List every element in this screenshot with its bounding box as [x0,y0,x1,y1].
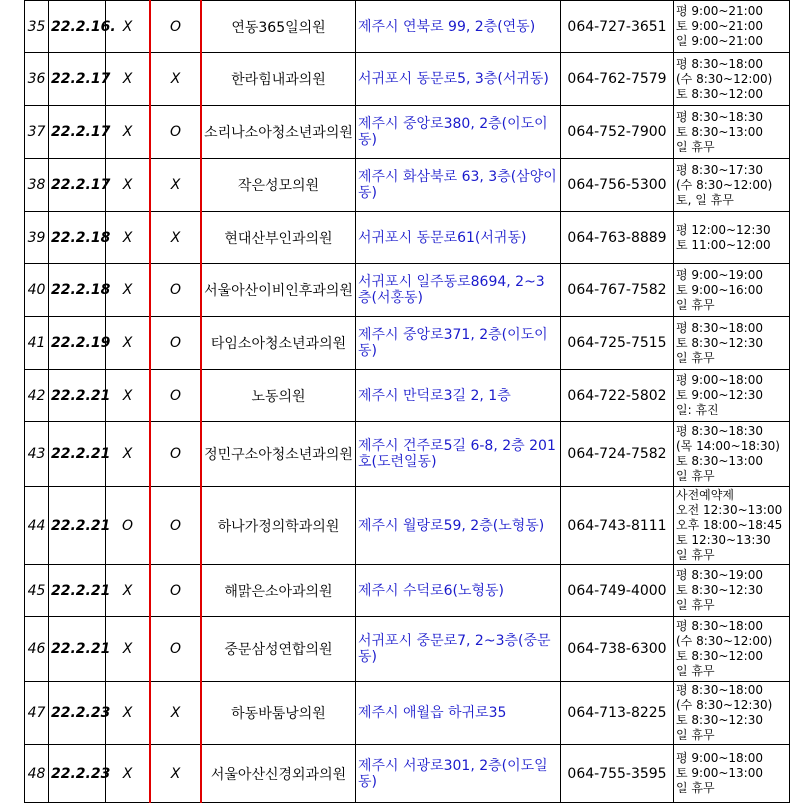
hours-line: (수 8:30~12:00) [676,71,773,86]
flag-b: O [150,1,201,53]
opening-hours [674,264,790,317]
table-row [25,370,790,422]
clinic-address: 서귀포시 동문로61(서귀동) [356,212,561,264]
hours-line: 일 휴무 [676,139,715,154]
hours-line: 토 9:00~21:00 [676,19,763,33]
clinic-name: 하동바툼낭의원 [201,682,356,745]
designation-date: 22.2.18 [49,264,106,317]
designation-date: 22.2.21 [49,565,106,617]
opening-hours [674,422,790,487]
hours-line: 토 9:00~12:30 [676,388,763,402]
opening-hours [674,317,790,370]
opening-hours [674,212,790,264]
hours-line: (수 8:30~12:00) [676,177,773,192]
flag-b: O [150,317,201,370]
hours-line: 일 휴무 [676,598,715,612]
clinic-name: 작은성모의원 [201,159,356,212]
hours-line: 토 8:30~12:00 [676,86,763,101]
opening-hours [674,745,790,803]
designation-date: 22.2.21 [49,617,106,682]
clinic-address: 제주시 연북로 99, 2층(연동) [356,1,561,53]
clinic-address: 제주시 만덕로3길 2, 1층 [356,370,561,422]
flag-b: X [150,212,201,264]
hours-line: 토 8:30~12:30 [676,713,763,727]
designation-date: 22.2.17 [49,53,106,106]
hours-line: 토 8:30~12:30 [676,583,763,597]
clinic-name: 연동365일의원 [201,1,356,53]
designation-date: 22.2.23 [49,682,106,745]
clinic-address: 제주시 월랑로59, 2층(노형동) [356,487,561,565]
designation-date: 22.2.16. [49,1,106,53]
clinic-phone: 064-727-3651 [561,1,674,53]
designation-date: 22.2.17 [49,106,106,159]
table-row [25,682,790,745]
clinic-name: 하나가정의학과의원 [201,487,356,565]
flag-b: O [150,565,201,617]
clinic-phone: 064-755-3595 [561,745,674,803]
opening-hours [674,106,790,159]
table-row [25,565,790,617]
clinic-name: 중문삼성연합의원 [201,617,356,682]
flag-a: X [106,106,151,159]
clinic-table [24,0,790,803]
row-number: 35 [25,1,49,53]
hours-line: 토, 일 휴무 [676,192,734,207]
flag-b: O [150,264,201,317]
clinic-address: 제주시 중앙로380, 2층(이도이동) [356,106,561,159]
clinic-address: 제주시 화삼북로 63, 3층(삼양이동) [356,159,561,212]
hours-line: 토 8:30~12:00 [676,649,763,663]
clinic-phone: 064-713-8225 [561,682,674,745]
clinic-phone: 064-722-5802 [561,370,674,422]
opening-hours [674,53,790,106]
clinic-name: 소리나소아청소년과의원 [201,106,356,159]
hours-line: 일 휴무 [676,664,715,678]
hours-line: 일 9:00~21:00 [676,34,763,48]
clinic-address: 서귀포시 일주동로8694, 2~3층(서홍동) [356,264,561,317]
flag-a: X [106,422,151,487]
flag-b: O [150,370,201,422]
row-number: 47 [25,682,49,745]
clinic-phone: 064-743-8111 [561,487,674,565]
hours-line: 평 8:30~18:00 [676,320,763,335]
hours-line: 평 8:30~18:00 [676,56,763,71]
clinic-name: 서울아산신경외과의원 [201,745,356,803]
clinic-phone: 064-724-7582 [561,422,674,487]
row-number: 45 [25,565,49,617]
designation-date: 22.2.21 [49,487,106,565]
row-number: 44 [25,487,49,565]
clinic-address: 제주시 건주로5길 6-8, 2층 201호(도련일동) [356,422,561,487]
flag-b: O [150,422,201,487]
flag-a: X [106,565,151,617]
row-number: 40 [25,264,49,317]
table-row [25,317,790,370]
hours-line: 사전예약제 [676,488,734,502]
row-number: 42 [25,370,49,422]
designation-date: 22.2.19 [49,317,106,370]
clinic-address: 서귀포시 중문로7, 2~3층(중문동) [356,617,561,682]
clinic-name: 노동의원 [201,370,356,422]
hours-line: (수 8:30~12:00) [676,634,773,648]
designation-date: 22.2.18 [49,212,106,264]
flag-b: O [150,487,201,565]
clinic-address: 제주시 수덕로6(노형동) [356,565,561,617]
clinic-table-body [25,1,790,803]
opening-hours [674,487,790,565]
hours-line: 토 8:30~13:00 [676,454,763,468]
clinic-phone: 064-738-6300 [561,617,674,682]
clinic-phone: 064-725-7515 [561,317,674,370]
opening-hours [674,370,790,422]
flag-a: X [106,317,151,370]
clinic-name: 서울아산이비인후과의원 [201,264,356,317]
flag-a: X [106,212,151,264]
table-row [25,745,790,803]
opening-hours [674,159,790,212]
clinic-phone: 064-752-7900 [561,106,674,159]
clinic-name: 정민구소아청소년과의원 [201,422,356,487]
hours-line: 토 9:00~16:00 [676,282,763,297]
table-row [25,264,790,317]
flag-a: X [106,53,151,106]
hours-line: 일 휴무 [676,548,715,562]
hours-line: 평 8:30~19:00 [676,568,763,582]
flag-a: X [106,264,151,317]
hours-line: (수 8:30~12:30) [676,698,773,712]
designation-date: 22.2.21 [49,422,106,487]
flag-a: X [106,370,151,422]
clinic-phone: 064-756-5300 [561,159,674,212]
hours-line: 토 8:30~13:00 [676,124,763,139]
flag-b: O [150,106,201,159]
hours-line: 평 8:30~18:00 [676,683,763,697]
flag-b: O [150,617,201,682]
row-number: 46 [25,617,49,682]
hours-line: 오전 12:30~13:00 [676,503,783,517]
designation-date: 22.2.17 [49,159,106,212]
flag-a: X [106,1,151,53]
hours-line: 일 휴무 [676,781,715,795]
clinic-name: 해맑은소아과의원 [201,565,356,617]
designation-date: 22.2.21 [49,370,106,422]
hours-line: 토 12:30~13:30 [676,533,771,547]
table-row [25,212,790,264]
hours-line: 평 9:00~18:00 [676,751,763,765]
table-row [25,1,790,53]
hours-line: 평 9:00~18:00 [676,373,763,387]
clinic-phone: 064-762-7579 [561,53,674,106]
flag-a: X [106,159,151,212]
hours-line: 오후 18:00~18:45 [676,518,783,532]
clinic-address: 제주시 애월읍 하귀로35 [356,682,561,745]
table-row [25,422,790,487]
opening-hours [674,1,790,53]
flag-a: X [106,745,151,803]
clinic-phone: 064-767-7582 [561,264,674,317]
flag-a: O [106,487,151,565]
hours-line: 평 8:30~17:30 [676,162,763,177]
hours-line: 토 11:00~12:00 [676,237,771,252]
opening-hours [674,682,790,745]
row-number: 41 [25,317,49,370]
clinic-name: 현대산부인과의원 [201,212,356,264]
clinic-address: 서귀포시 동문로5, 3층(서귀동) [356,53,561,106]
clinic-address: 제주시 중앙로371, 2층(이도이동) [356,317,561,370]
hours-line: 일: 휴진 [676,403,719,417]
row-number: 36 [25,53,49,106]
clinic-phone: 064-763-8889 [561,212,674,264]
hours-line: (목 14:00~18:30) [676,439,780,453]
row-number: 39 [25,212,49,264]
row-number: 48 [25,745,49,803]
hours-line: 일 휴무 [676,350,715,365]
clinic-name: 한라힘내과의원 [201,53,356,106]
row-number: 38 [25,159,49,212]
table-row [25,617,790,682]
opening-hours [674,565,790,617]
flag-b: X [150,159,201,212]
flag-b: X [150,682,201,745]
hours-line: 평 8:30~18:00 [676,619,763,633]
table-row [25,487,790,565]
hours-line: 평 9:00~21:00 [676,4,763,18]
hours-line: 토 9:00~13:00 [676,766,763,780]
clinic-name: 타임소아청소년과의원 [201,317,356,370]
table-row [25,53,790,106]
flag-a: X [106,682,151,745]
hours-line: 일 휴무 [676,728,715,742]
opening-hours [674,617,790,682]
hours-line: 일 휴무 [676,297,715,312]
hours-line: 평 8:30~18:30 [676,109,763,124]
hours-line: 토 8:30~12:30 [676,335,763,350]
row-number: 43 [25,422,49,487]
hours-line: 평 9:00~19:00 [676,267,763,282]
flag-a: X [106,617,151,682]
flag-b: X [150,745,201,803]
hours-line: 평 8:30~18:30 [676,424,763,438]
hours-line: 평 12:00~12:30 [676,222,771,237]
designation-date: 22.2.23 [49,745,106,803]
clinic-address: 제주시 서광로301, 2층(이도일동) [356,745,561,803]
table-row [25,159,790,212]
flag-b: X [150,53,201,106]
hours-line: 일 휴무 [676,469,715,483]
table-row [25,106,790,159]
clinic-phone: 064-749-4000 [561,565,674,617]
row-number: 37 [25,106,49,159]
